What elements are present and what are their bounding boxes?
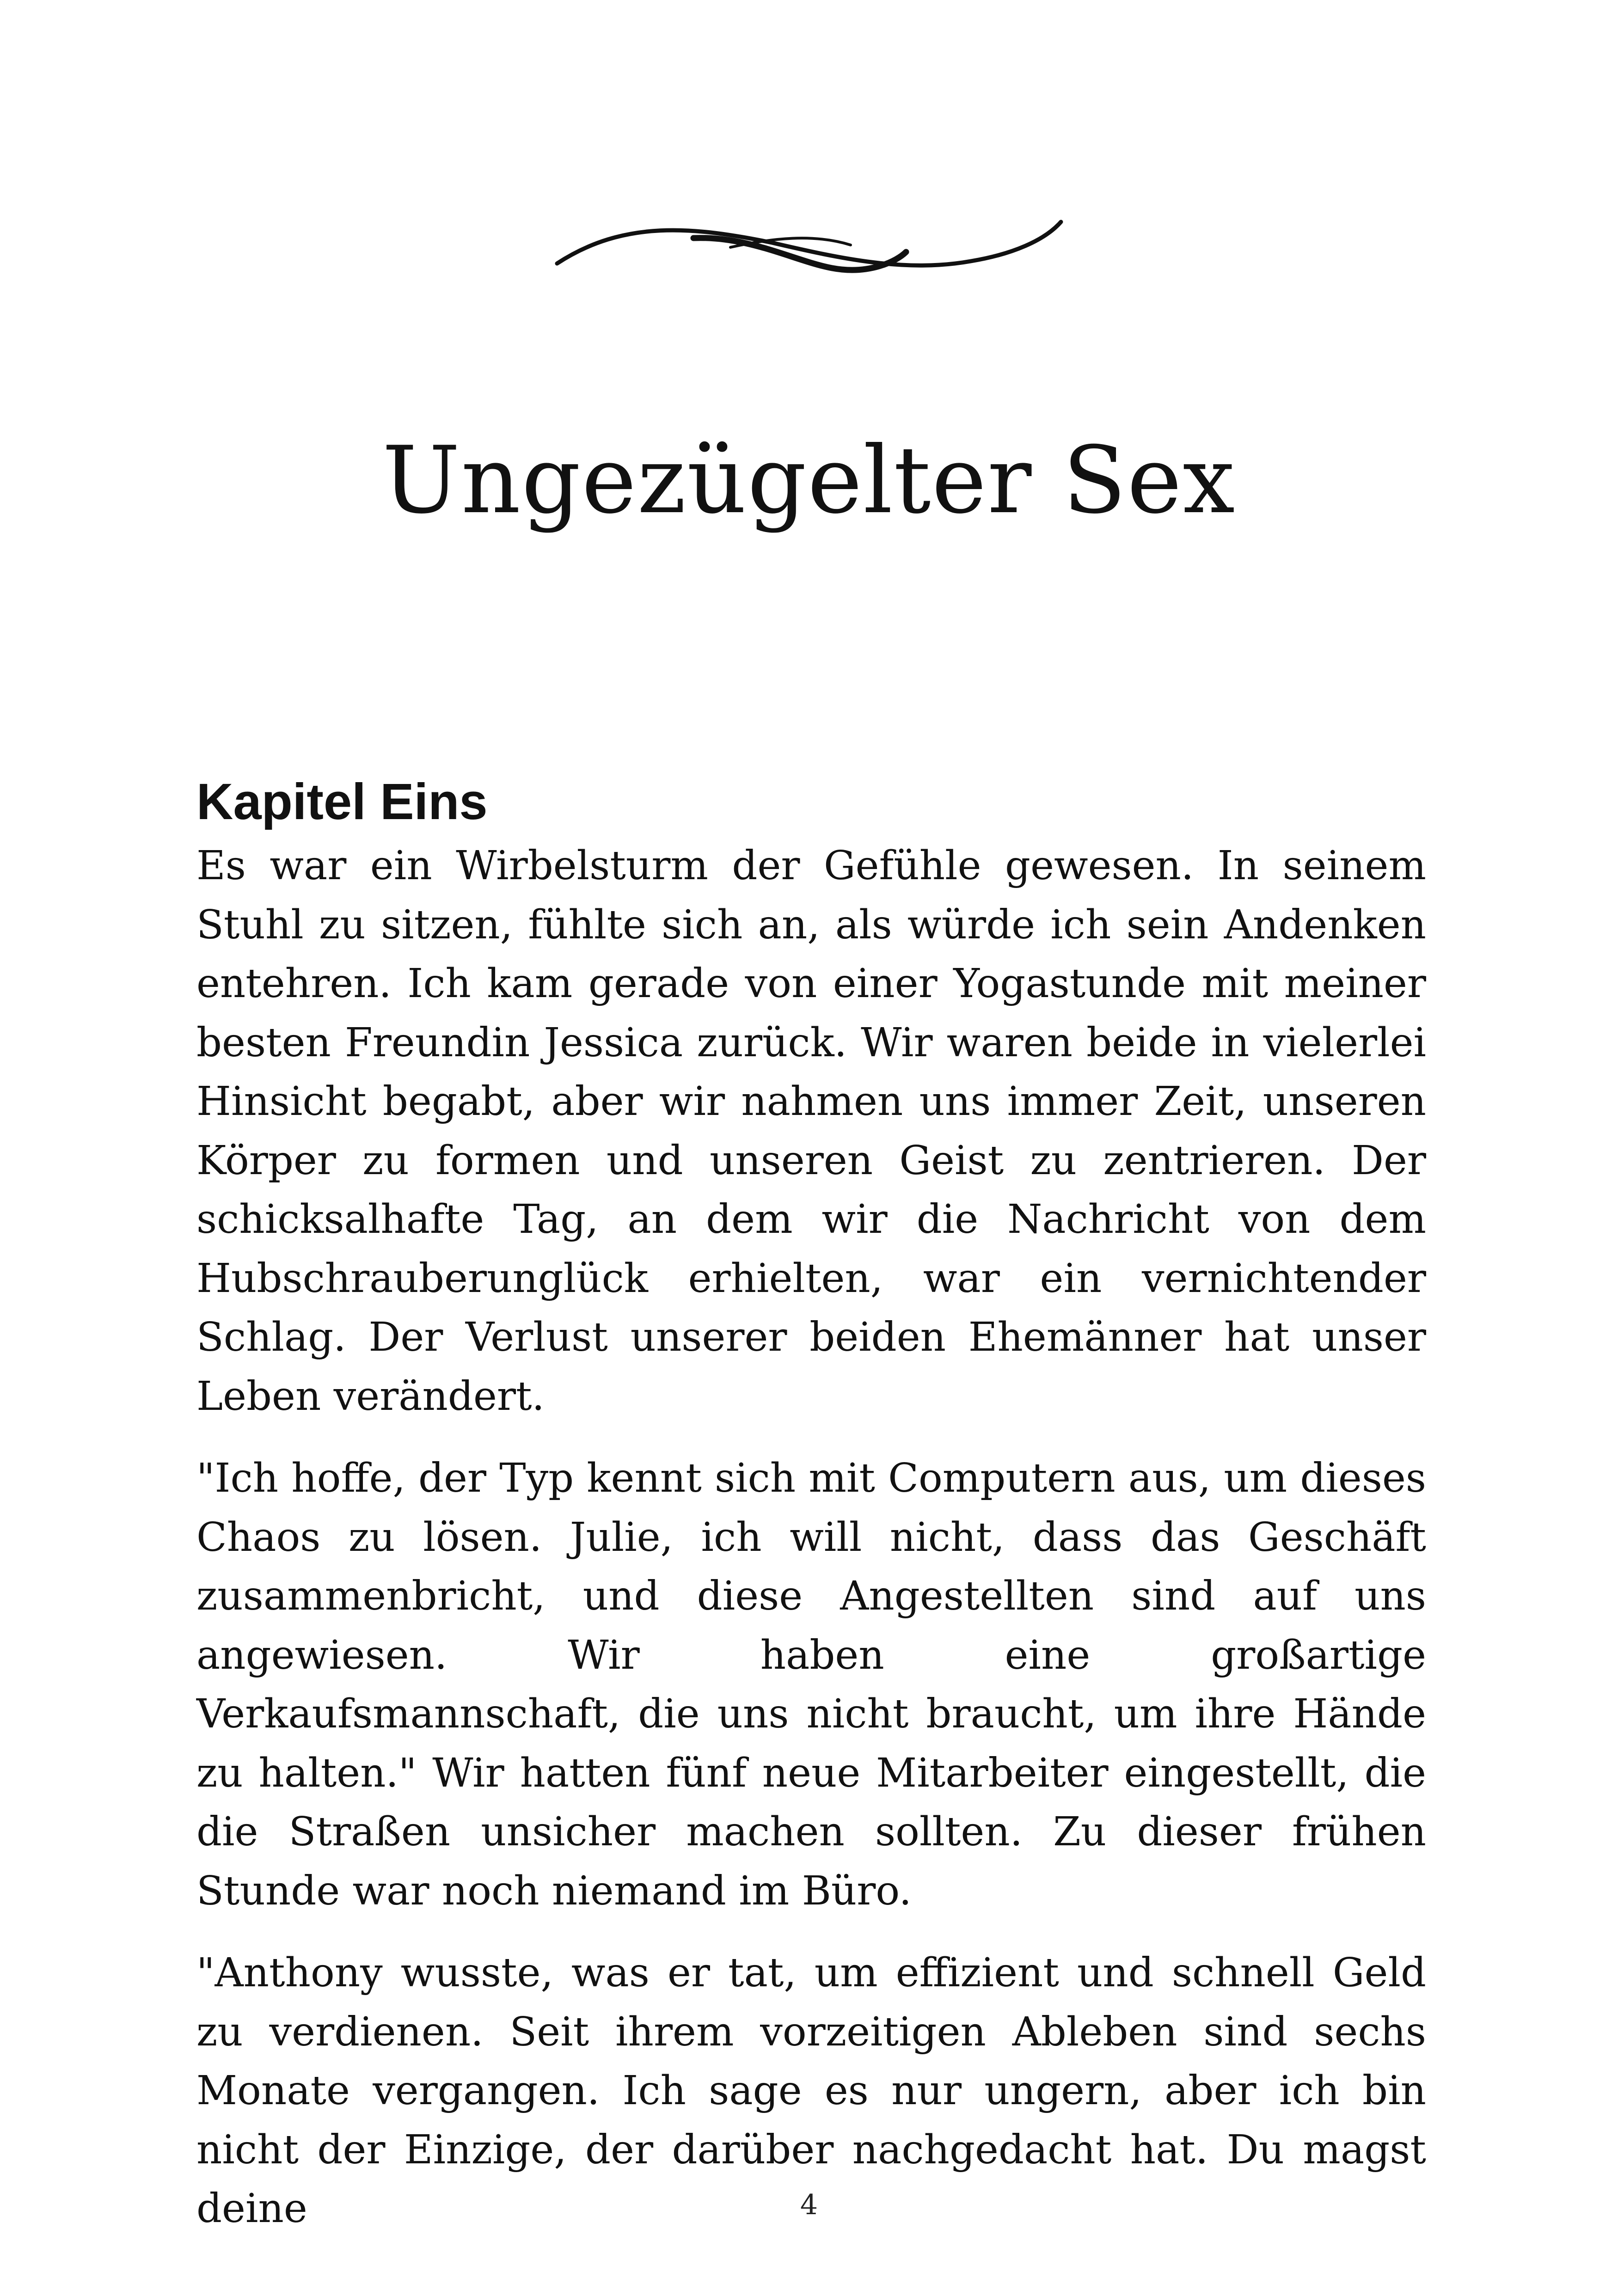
paragraph-2: "Ich hoffe, der Typ kennt sich mit Computern aus, um dieses Chaos zu lösen. Julie, ich will nicht, dass das Geschäft zusammenbricht, und diese Angestellten sind auf uns angewiesen. Wir haben eine großartige Verkaufsmannschaft, die uns nicht braucht, um ihre Hände zu halten." Wir hatten fünf neue Mitarbeiter eingestellt, die die Straßen unsicher machen sollten. Zu dieser frühen Stunde war noch niemand im Büro. — [196, 1455, 1426, 1914]
wavy-flourish-icon — [555, 217, 1063, 291]
paragraph-1: Es war ein Wirbelsturm der Gefühle gewesen. In seinem Stuhl zu sitzen, fühlte sich an, als würde ich sein Andenken entehren. Ich kam gerade von einer Yogastunde mit meiner besten Freundin Jessica zurück. Wir waren beide in vielerlei Hinsicht begabt, aber wir nahmen uns immer Zeit, unseren Körper zu formen und unseren Geist zu zentrieren. Der schicksalhafte Tag, an dem wir die Nachricht von dem Hubschrauberunglück erhielten, war ein vernichtender Schlag. Der Verlust unserer beiden Ehemänner hat unser Leben verändert. — [196, 843, 1426, 1420]
chapter-body — [196, 767, 1426, 2262]
paragraph-3: "Anthony wusste, was er tat, um effizient und schnell Geld zu verdienen. Seit ihrem vorzeitigen Ableben sind sechs Monate vergangen. Ich sage es nur ungern, aber ich bin nicht der Einzige, der darüber nachgedacht hat. Du magst deine — [196, 1950, 1426, 2232]
book-title: Ungezügelter Sex — [382, 427, 1236, 534]
chapter-heading: Kapitel Eins — [196, 773, 488, 830]
page-number: 4 — [800, 2189, 818, 2221]
